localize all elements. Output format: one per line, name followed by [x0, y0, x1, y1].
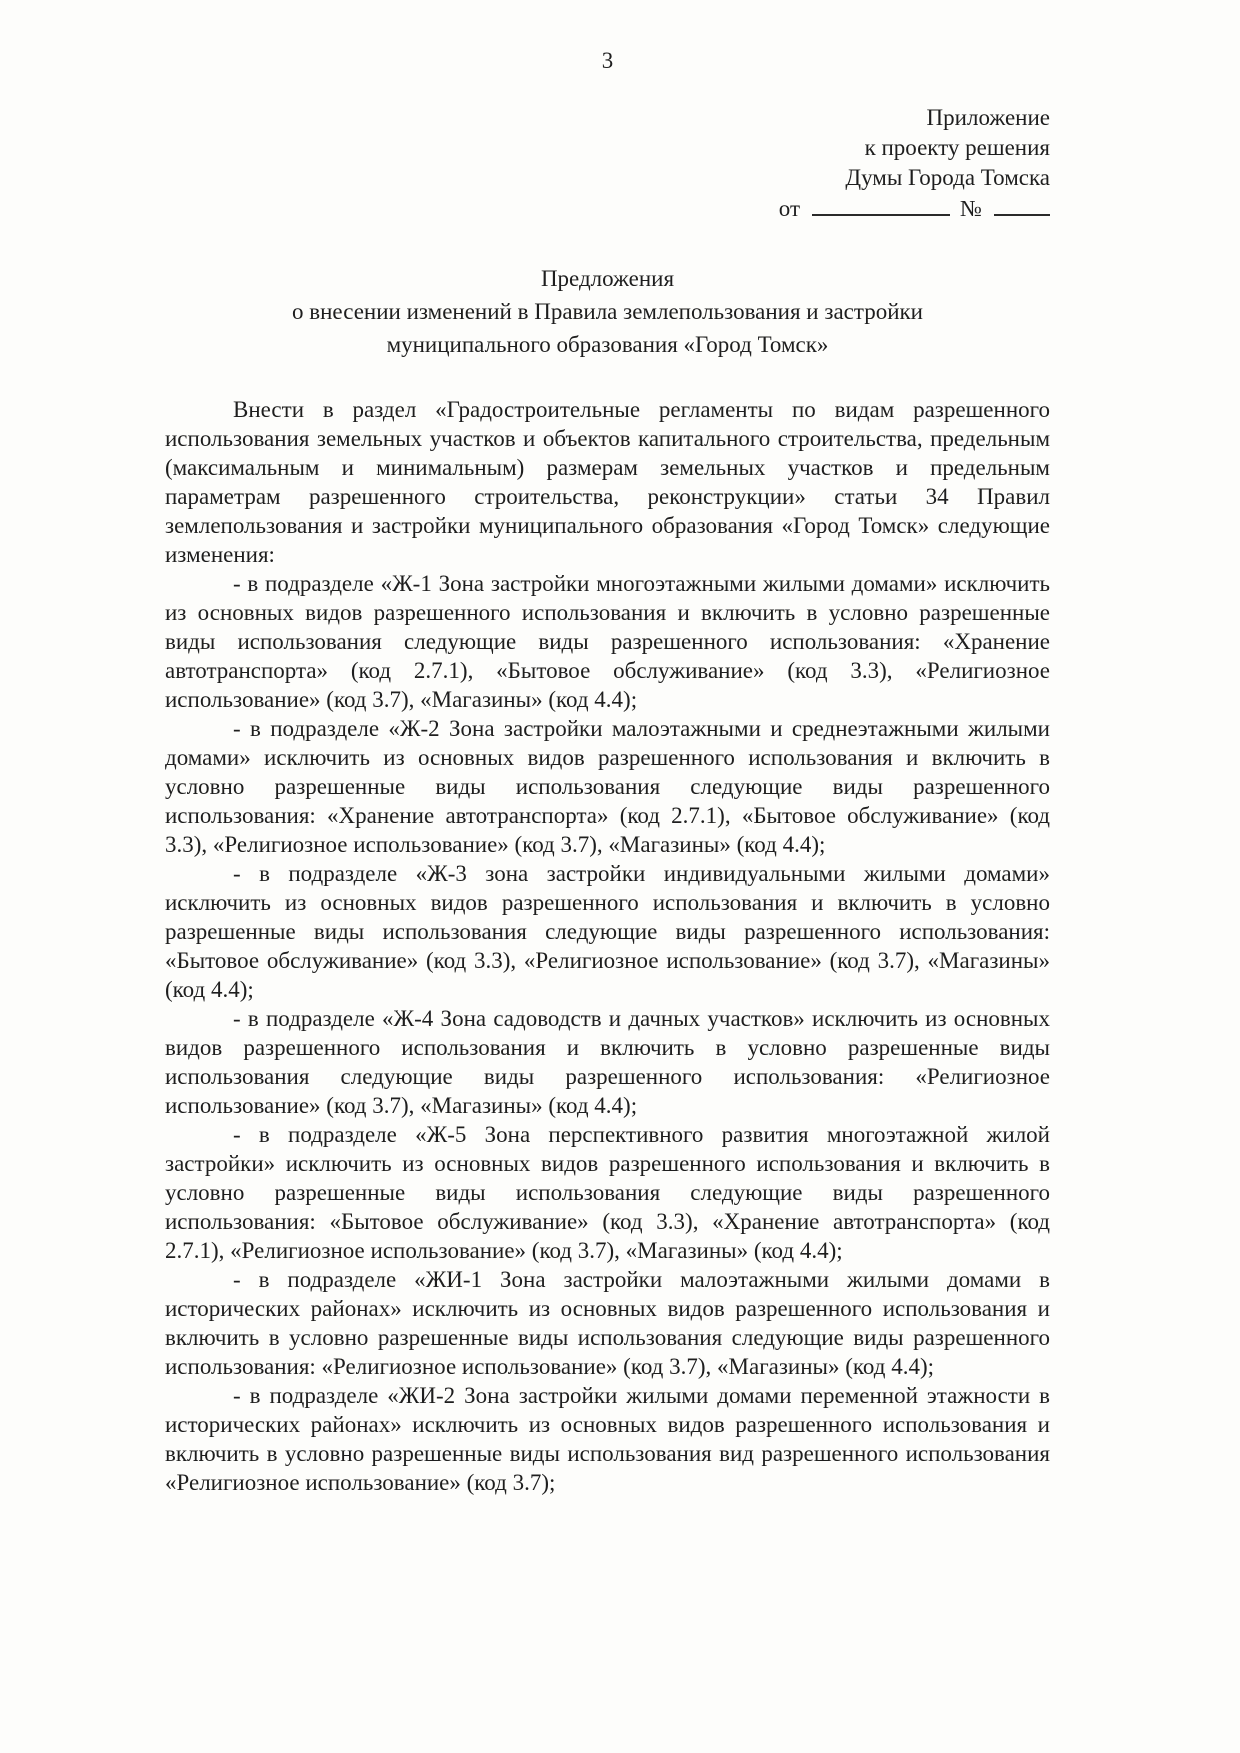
- body-paragraph: - в подразделе «Ж-1 Зона застройки многоэтажными жилыми домами» исключить из основных видов разрешенного использования и включить в условно разрешенные виды использования следующие виды разрешенного использования: «Хранение автотранспорта» (код 2.7.1), «Бытовое обслуживание» (код 3.3), «Религиозное использование» (код 3.7), «Магазины» (код 4.4);: [165, 571, 1050, 712]
- body-paragraph: - в подразделе «Ж-3 зона застройки индивидуальными жилыми домами» исключить из основных видов разрешенного использования и включить в условно разрешенные виды использования следующие виды разрешенного использования: «Бытовое обслуживание» (код 3.3), «Религиозное использование» (код 3.7), «Магазины» (код 4.4);: [165, 861, 1050, 1002]
- number-blank-line: [994, 194, 1050, 216]
- document-title-line: о внесении изменений в Правила землепользования и застройки: [292, 299, 923, 324]
- body-paragraph: - в подразделе «Ж-2 Зона застройки малоэтажными и среднеэтажными жилыми домами» исключить из основных видов разрешенного использования и включить в условно разрешенные виды использования следующие виды разрешенного использования: «Хранение автотранспорта» (код 2.7.1), «Бытовое обслуживание» (код 3.3), «Религиозное использование» (код 3.7), «Магазины» (код 4.4);: [165, 716, 1050, 857]
- appendix-header-line: Приложение: [926, 105, 1050, 130]
- body-paragraph: - в подразделе «Ж-5 Зона перспективного развития многоэтажной жилой застройки» исключить из основных видов разрешенного использования и включить в условно разрешенные виды использования следующие виды разрешенного использования: «Бытовое обслуживание» (код 3.3), «Хранение автотранспорта» (код 2.7.1), «Религиозное использование» (код 3.7), «Магазины» (код 4.4);: [165, 1122, 1050, 1263]
- page-number: 3: [601, 48, 614, 73]
- number-label: №: [960, 196, 982, 221]
- document-title-line: муниципального образования «Город Томск»: [386, 332, 829, 357]
- body-paragraph: - в подразделе «ЖИ-2 Зона застройки жилыми домами переменной этажности в исторических районах» исключить из основных видов разрешенного использования и включить в условно разрешенные виды использования вид разрешенного использования «Религиозное использование» (код 3.7);: [165, 1383, 1050, 1495]
- body-paragraph: - в подразделе «ЖИ-1 Зона застройки малоэтажными жилыми домами в исторических районах» исключить из основных видов разрешенного использования и включить в условно разрешенные виды использования следующие виды разрешенного использования: «Религиозное использование» (код 3.7), «Магазины» (код 4.4);: [165, 1267, 1050, 1379]
- document-body: [165, 395, 1050, 1497]
- from-label: от: [778, 196, 801, 221]
- body-paragraph: Внести в раздел «Градостроительные регламенты по видам разрешенного использования земельных участков и объектов капитального строительства, предельным (максимальным и минимальным) размерам земельных участков и предельным параметрам разрешенного строительства, реконструкции» статьи 34 Правил землепользования и застройки муниципального образования «Город Томск» следующие изменения:: [165, 397, 1050, 567]
- appendix-header-line: к проекту решения: [864, 135, 1050, 160]
- date-number-line: [165, 194, 1050, 224]
- appendix-header: [165, 103, 1050, 224]
- date-blank-line: [812, 194, 950, 216]
- appendix-header-line: Думы Города Томска: [845, 165, 1050, 190]
- document-title-line: Предложения: [540, 266, 675, 291]
- document-title: [165, 262, 1050, 361]
- body-paragraph: - в подразделе «Ж-4 Зона садоводств и дачных участков» исключить из основных видов разрешенного использования и включить в условно разрешенные виды использования следующие виды разрешенного использования: «Религиозное использование» (код 3.7), «Магазины» (код 4.4);: [165, 1006, 1050, 1118]
